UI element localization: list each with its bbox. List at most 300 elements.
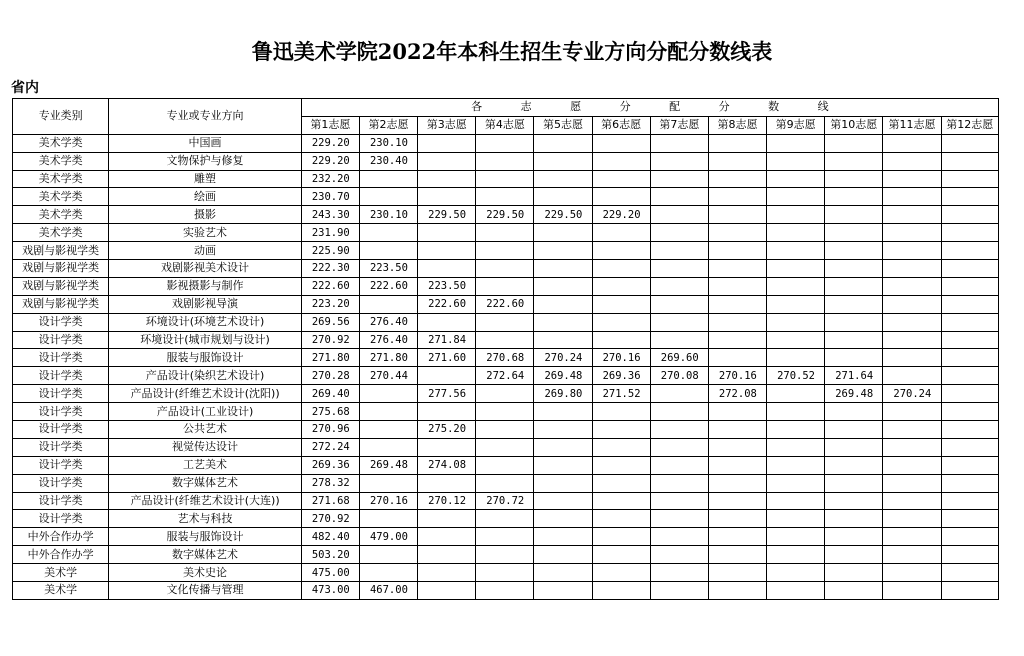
score-cell: [825, 546, 883, 564]
score-cell: [359, 564, 417, 582]
score-cell: [883, 224, 941, 242]
table-row: [13, 170, 999, 188]
score-cell: [883, 492, 941, 510]
header-spread-char: 分: [718, 100, 730, 114]
section-subtitle: 省内: [11, 80, 39, 96]
major-cell: 服装与服饰设计: [109, 528, 302, 546]
category-cell: 设计学类: [13, 510, 109, 528]
score-cell: [825, 295, 883, 313]
score-cell: [708, 224, 766, 242]
score-cell: [941, 421, 998, 439]
major-cell: 服装与服饰设计: [109, 349, 302, 367]
category-cell: 美术学: [13, 582, 109, 600]
major-cell: 摄影: [109, 206, 302, 224]
score-cell: [418, 403, 476, 421]
header-spread-char: 愿: [570, 100, 582, 114]
score-cell: 276.40: [359, 331, 417, 349]
score-cell: [418, 242, 476, 260]
score-cell: 274.08: [418, 456, 476, 474]
score-cell: 230.40: [359, 152, 417, 170]
score-cell: 272.08: [708, 385, 766, 403]
score-table: [12, 98, 999, 600]
score-cell: [883, 456, 941, 474]
score-cell: [476, 277, 534, 295]
score-cell: 271.80: [359, 349, 417, 367]
header-spread-char: 线: [817, 100, 829, 114]
table-row: [13, 206, 999, 224]
table-row: [13, 456, 999, 474]
score-cell: [883, 242, 941, 260]
category-cell: 美术学类: [13, 206, 109, 224]
score-cell: [418, 170, 476, 188]
score-cell: [650, 510, 708, 528]
score-cell: 270.16: [708, 367, 766, 385]
major-cell: 绘画: [109, 188, 302, 206]
score-cell: [825, 492, 883, 510]
score-cell: [476, 260, 534, 278]
score-cell: [941, 224, 998, 242]
score-cell: 270.72: [476, 492, 534, 510]
major-cell: 艺术与科技: [109, 510, 302, 528]
score-cell: [476, 188, 534, 206]
score-cell: [825, 331, 883, 349]
score-cell: [941, 546, 998, 564]
score-cell: [650, 474, 708, 492]
score-cell: [883, 349, 941, 367]
score-cell: [592, 546, 650, 564]
score-cell: [650, 277, 708, 295]
score-cell: [941, 367, 998, 385]
score-cell: [883, 170, 941, 188]
score-cell: 269.36: [301, 456, 359, 474]
score-cell: [767, 492, 825, 510]
score-cell: [825, 313, 883, 331]
score-cell: 230.10: [359, 206, 417, 224]
score-cell: 271.84: [418, 331, 476, 349]
score-cell: [418, 510, 476, 528]
score-cell: [883, 295, 941, 313]
score-cell: [883, 260, 941, 278]
score-cell: [941, 152, 998, 170]
score-cell: [359, 474, 417, 492]
category-cell: 戏剧与影视学类: [13, 295, 109, 313]
score-cell: [825, 438, 883, 456]
score-cell: [767, 564, 825, 582]
score-cell: [650, 438, 708, 456]
score-cell: [418, 367, 476, 385]
header-choice-group: [301, 99, 998, 117]
score-cell: [825, 242, 883, 260]
score-cell: [708, 582, 766, 600]
header-choice-9: 第9志愿: [767, 116, 825, 134]
score-cell: [767, 510, 825, 528]
score-cell: [825, 564, 883, 582]
score-cell: [825, 152, 883, 170]
score-cell: 270.92: [301, 331, 359, 349]
header-choice-5: 第5志愿: [534, 116, 592, 134]
score-cell: 223.50: [418, 277, 476, 295]
score-cell: [941, 170, 998, 188]
score-cell: [534, 492, 592, 510]
score-cell: [650, 564, 708, 582]
score-cell: [941, 492, 998, 510]
score-cell: [825, 474, 883, 492]
score-cell: 275.20: [418, 421, 476, 439]
score-cell: [592, 313, 650, 331]
score-cell: [767, 421, 825, 439]
category-cell: 设计学类: [13, 492, 109, 510]
header-choice-12: 第12志愿: [941, 116, 998, 134]
score-cell: 222.60: [359, 277, 417, 295]
major-cell: 中国画: [109, 134, 302, 152]
score-cell: [941, 510, 998, 528]
score-cell: 271.52: [592, 385, 650, 403]
score-cell: 229.20: [301, 134, 359, 152]
category-cell: 设计学类: [13, 349, 109, 367]
score-cell: [476, 564, 534, 582]
score-cell: 269.48: [359, 456, 417, 474]
score-cell: [767, 188, 825, 206]
score-cell: [650, 421, 708, 439]
score-cell: [592, 421, 650, 439]
header-choice-10: 第10志愿: [825, 116, 883, 134]
score-cell: [650, 188, 708, 206]
score-cell: [825, 510, 883, 528]
score-cell: [708, 349, 766, 367]
score-cell: [767, 331, 825, 349]
score-cell: 229.50: [418, 206, 476, 224]
score-cell: [592, 582, 650, 600]
score-cell: [476, 528, 534, 546]
score-cell: 275.68: [301, 403, 359, 421]
score-cell: [359, 188, 417, 206]
score-cell: [592, 260, 650, 278]
header-choice-8: 第8志愿: [708, 116, 766, 134]
score-cell: [418, 474, 476, 492]
score-cell: [534, 277, 592, 295]
score-cell: 270.16: [592, 349, 650, 367]
score-cell: [767, 456, 825, 474]
score-cell: [708, 421, 766, 439]
score-cell: [592, 474, 650, 492]
major-cell: 影视摄影与制作: [109, 277, 302, 295]
score-cell: [534, 546, 592, 564]
score-cell: [883, 277, 941, 295]
major-cell: 产品设计(纤维艺术设计(沈阳)): [109, 385, 302, 403]
score-cell: [708, 492, 766, 510]
score-cell: [592, 152, 650, 170]
score-cell: [650, 546, 708, 564]
score-cell: [418, 134, 476, 152]
score-cell: 270.96: [301, 421, 359, 439]
score-cell: [767, 170, 825, 188]
score-cell: [418, 546, 476, 564]
score-cell: [650, 260, 708, 278]
score-cell: [708, 152, 766, 170]
score-cell: [359, 170, 417, 188]
score-cell: [708, 528, 766, 546]
score-cell: [650, 528, 708, 546]
table-row: [13, 260, 999, 278]
score-cell: [418, 438, 476, 456]
table-row: [13, 349, 999, 367]
table-row: [13, 528, 999, 546]
score-cell: 270.92: [301, 510, 359, 528]
category-cell: 设计学类: [13, 385, 109, 403]
table-row: [13, 295, 999, 313]
category-cell: 戏剧与影视学类: [13, 277, 109, 295]
score-cell: [708, 474, 766, 492]
score-cell: 269.60: [650, 349, 708, 367]
score-cell: [941, 528, 998, 546]
table-row: [13, 492, 999, 510]
major-cell: 戏剧影视导演: [109, 295, 302, 313]
category-cell: 中外合作办学: [13, 546, 109, 564]
score-cell: [476, 546, 534, 564]
score-cell: [883, 313, 941, 331]
score-cell: 270.68: [476, 349, 534, 367]
score-cell: [883, 206, 941, 224]
score-cell: [534, 260, 592, 278]
score-cell: [708, 260, 766, 278]
score-cell: [767, 242, 825, 260]
header-choice-1: 第1志愿: [301, 116, 359, 134]
score-cell: [650, 152, 708, 170]
score-cell: [592, 295, 650, 313]
score-cell: [534, 331, 592, 349]
score-cell: [767, 295, 825, 313]
table-row: [13, 242, 999, 260]
table-row: [13, 564, 999, 582]
score-cell: [418, 564, 476, 582]
score-cell: [767, 134, 825, 152]
score-cell: [359, 438, 417, 456]
table-row: [13, 188, 999, 206]
score-cell: 473.00: [301, 582, 359, 600]
score-cell: [476, 224, 534, 242]
score-cell: 270.28: [301, 367, 359, 385]
score-cell: [941, 438, 998, 456]
score-cell: 277.56: [418, 385, 476, 403]
score-cell: [534, 528, 592, 546]
major-cell: 动画: [109, 242, 302, 260]
score-cell: [592, 492, 650, 510]
score-cell: [767, 474, 825, 492]
table-row: [13, 546, 999, 564]
score-cell: [476, 134, 534, 152]
score-cell: 270.52: [767, 367, 825, 385]
score-cell: 269.56: [301, 313, 359, 331]
major-cell: 文化传播与管理: [109, 582, 302, 600]
score-cell: [708, 134, 766, 152]
header-choice-3: 第3志愿: [418, 116, 476, 134]
score-cell: 269.48: [825, 385, 883, 403]
score-cell: [825, 188, 883, 206]
score-cell: [883, 510, 941, 528]
score-cell: [825, 260, 883, 278]
score-cell: [767, 582, 825, 600]
header-choice-7: 第7志愿: [650, 116, 708, 134]
score-cell: 278.32: [301, 474, 359, 492]
header-spread-char: 各: [471, 100, 483, 114]
table-row: [13, 582, 999, 600]
score-cell: [592, 134, 650, 152]
score-cell: [592, 564, 650, 582]
score-cell: 230.10: [359, 134, 417, 152]
score-cell: 269.36: [592, 367, 650, 385]
category-cell: 美术学类: [13, 134, 109, 152]
category-cell: 设计学类: [13, 438, 109, 456]
score-cell: [883, 188, 941, 206]
score-cell: [534, 313, 592, 331]
table-row: [13, 277, 999, 295]
score-cell: [941, 582, 998, 600]
score-cell: [825, 134, 883, 152]
score-cell: [592, 242, 650, 260]
score-cell: 243.30: [301, 206, 359, 224]
score-cell: 222.30: [301, 260, 359, 278]
score-cell: [650, 134, 708, 152]
score-cell: [883, 582, 941, 600]
score-cell: [534, 403, 592, 421]
score-cell: [534, 474, 592, 492]
score-cell: [883, 331, 941, 349]
score-cell: 270.24: [883, 385, 941, 403]
category-cell: 美术学类: [13, 170, 109, 188]
category-cell: 美术学类: [13, 188, 109, 206]
score-cell: [941, 474, 998, 492]
score-cell: 272.24: [301, 438, 359, 456]
score-cell: [941, 564, 998, 582]
score-cell: [767, 224, 825, 242]
header-major: 专业或专业方向: [109, 99, 302, 135]
score-cell: [476, 421, 534, 439]
score-cell: [767, 438, 825, 456]
table-row: [13, 385, 999, 403]
category-cell: 戏剧与影视学类: [13, 260, 109, 278]
score-cell: [359, 510, 417, 528]
score-cell: 467.00: [359, 582, 417, 600]
score-cell: 276.40: [359, 313, 417, 331]
header-spread-char: 配: [669, 100, 681, 114]
score-cell: [825, 349, 883, 367]
score-cell: 503.20: [301, 546, 359, 564]
major-cell: 数字媒体艺术: [109, 474, 302, 492]
table-row: [13, 421, 999, 439]
score-cell: [534, 188, 592, 206]
score-cell: [592, 528, 650, 546]
score-cell: [708, 242, 766, 260]
header-spread-char: 数: [768, 100, 780, 114]
score-cell: [476, 510, 534, 528]
major-cell: 戏剧影视美术设计: [109, 260, 302, 278]
score-cell: [708, 277, 766, 295]
table-row: [13, 152, 999, 170]
score-cell: 270.12: [418, 492, 476, 510]
score-cell: [650, 242, 708, 260]
score-cell: 269.48: [534, 367, 592, 385]
score-cell: 271.64: [825, 367, 883, 385]
major-cell: 环境设计(环境艺术设计): [109, 313, 302, 331]
score-cell: [708, 438, 766, 456]
score-cell: [534, 421, 592, 439]
score-cell: [708, 188, 766, 206]
score-cell: 479.00: [359, 528, 417, 546]
score-cell: [767, 349, 825, 367]
score-cell: 270.44: [359, 367, 417, 385]
category-cell: 设计学类: [13, 367, 109, 385]
score-cell: [941, 134, 998, 152]
header-spread-char: 分: [619, 100, 631, 114]
score-cell: [650, 456, 708, 474]
score-cell: [534, 170, 592, 188]
category-cell: 设计学类: [13, 403, 109, 421]
major-cell: 产品设计(染织艺术设计): [109, 367, 302, 385]
score-cell: [767, 313, 825, 331]
score-cell: [418, 313, 476, 331]
score-cell: [418, 188, 476, 206]
score-cell: [534, 582, 592, 600]
score-cell: [708, 170, 766, 188]
score-cell: [534, 564, 592, 582]
score-cell: [476, 438, 534, 456]
score-cell: 270.16: [359, 492, 417, 510]
score-cell: [592, 224, 650, 242]
score-cell: [592, 438, 650, 456]
score-cell: [708, 564, 766, 582]
score-cell: [534, 152, 592, 170]
score-cell: [476, 152, 534, 170]
score-cell: [708, 295, 766, 313]
table-row: [13, 134, 999, 152]
score-cell: [650, 331, 708, 349]
header-category: 专业类别: [13, 99, 109, 135]
score-cell: [534, 134, 592, 152]
score-cell: [359, 295, 417, 313]
score-cell: 482.40: [301, 528, 359, 546]
score-cell: [359, 385, 417, 403]
score-cell: 475.00: [301, 564, 359, 582]
score-cell: [941, 242, 998, 260]
table-row: [13, 438, 999, 456]
table-row: [13, 510, 999, 528]
score-cell: [592, 188, 650, 206]
major-cell: 环境设计(城市规划与设计): [109, 331, 302, 349]
score-cell: [418, 224, 476, 242]
major-cell: 实验艺术: [109, 224, 302, 242]
score-cell: 223.20: [301, 295, 359, 313]
score-cell: 222.60: [301, 277, 359, 295]
header-choice-6: 第6志愿: [592, 116, 650, 134]
score-cell: [592, 456, 650, 474]
score-cell: [592, 277, 650, 295]
score-cell: [534, 295, 592, 313]
score-cell: [941, 277, 998, 295]
score-cell: [359, 403, 417, 421]
score-cell: [941, 313, 998, 331]
score-cell: [534, 510, 592, 528]
score-cell: [476, 474, 534, 492]
category-cell: 设计学类: [13, 456, 109, 474]
score-cell: 222.60: [476, 295, 534, 313]
score-cell: 271.80: [301, 349, 359, 367]
score-cell: 269.80: [534, 385, 592, 403]
table-row: [13, 367, 999, 385]
score-cell: [476, 385, 534, 403]
score-cell: [650, 170, 708, 188]
score-cell: [359, 242, 417, 260]
category-cell: 设计学类: [13, 313, 109, 331]
